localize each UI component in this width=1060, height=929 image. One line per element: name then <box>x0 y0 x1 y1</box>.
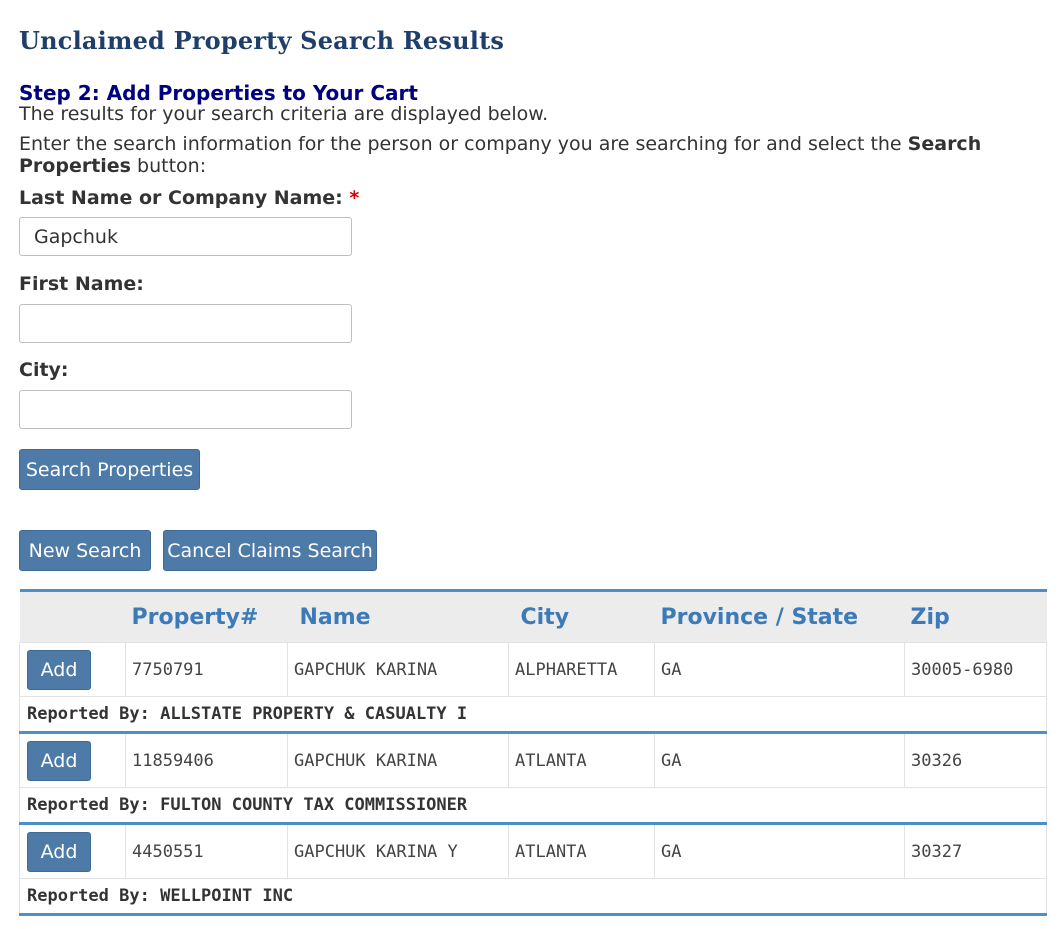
last-name-label-text: Last Name or Company Name: <box>19 187 343 209</box>
property-number-cell: 11859406 <box>126 733 288 788</box>
table-row <box>20 643 1047 697</box>
reported-by-row <box>20 697 1047 733</box>
required-marker: * <box>349 187 360 209</box>
cancel-claims-search-button[interactable]: Cancel Claims Search <box>163 530 377 571</box>
city-label: City: <box>19 359 69 381</box>
city-cell: ATLANTA <box>509 824 655 879</box>
zip-cell: 30326 <box>905 733 1047 788</box>
page-title: Unclaimed Property Search Results <box>19 26 505 55</box>
search-properties-button[interactable]: Search Properties <box>19 449 200 490</box>
table-row <box>20 733 1047 788</box>
reported-by-cell <box>20 788 1047 824</box>
new-search-button[interactable]: New Search <box>19 530 151 571</box>
last-name-input[interactable] <box>19 217 352 256</box>
add-property-button[interactable]: Add <box>27 832 91 872</box>
column-header-action <box>20 591 126 643</box>
add-property-button[interactable]: Add <box>27 741 91 781</box>
state-cell: GA <box>655 643 905 697</box>
city-cell: ATLANTA <box>509 733 655 788</box>
reported-by-row <box>20 879 1047 915</box>
instructions-suffix: button: <box>137 155 207 177</box>
name-cell: GAPCHUK KARINA <box>288 643 509 697</box>
name-cell: GAPCHUK KARINA <box>288 733 509 788</box>
instructions-button-name: Search Properties <box>19 133 982 177</box>
first-name-label: First Name: <box>19 273 144 295</box>
reported-by-value: FULTON COUNTY TAX COMMISSIONER <box>160 795 468 815</box>
city-input[interactable] <box>19 390 352 429</box>
city-cell: ALPHARETTA <box>509 643 655 697</box>
reported-by-cell <box>20 879 1047 915</box>
reported-by-cell <box>20 697 1047 733</box>
last-name-label <box>19 187 359 209</box>
column-header-state[interactable]: Province / State <box>660 604 859 630</box>
table-header-row <box>20 591 1047 643</box>
name-cell: GAPCHUK KARINA Y <box>288 824 509 879</box>
zip-cell: 30005-6980 <box>905 643 1047 697</box>
results-description: The results for your search criteria are displayed below. <box>19 103 549 125</box>
step-heading: Step 2: Add Properties to Your Cart <box>19 81 418 105</box>
column-header-zip[interactable]: Zip <box>910 604 950 630</box>
column-header-name[interactable]: Name <box>299 604 371 630</box>
state-cell: GA <box>655 824 905 879</box>
property-number-cell: 4450551 <box>126 824 288 879</box>
search-instructions <box>19 133 1029 177</box>
column-header-city[interactable]: City <box>520 604 570 630</box>
reported-by-label: Reported By: <box>27 704 150 724</box>
reported-by-label: Reported By: <box>27 795 150 815</box>
action-cell <box>20 643 126 697</box>
reported-by-value: WELLPOINT INC <box>160 886 294 906</box>
table-row <box>20 824 1047 879</box>
instructions-text: Enter the search information for the person or company you are searching for and select the <box>19 133 902 155</box>
reported-by-value: ALLSTATE PROPERTY & CASUALTY I <box>160 704 468 724</box>
reported-by-row <box>20 788 1047 824</box>
column-header-property[interactable]: Property# <box>131 604 259 630</box>
add-property-button[interactable]: Add <box>27 650 91 690</box>
action-cell <box>20 733 126 788</box>
results-table <box>19 589 1047 916</box>
property-number-cell: 7750791 <box>126 643 288 697</box>
action-cell <box>20 824 126 879</box>
first-name-input[interactable] <box>19 304 352 343</box>
state-cell: GA <box>655 733 905 788</box>
zip-cell: 30327 <box>905 824 1047 879</box>
reported-by-label: Reported By: <box>27 886 150 906</box>
